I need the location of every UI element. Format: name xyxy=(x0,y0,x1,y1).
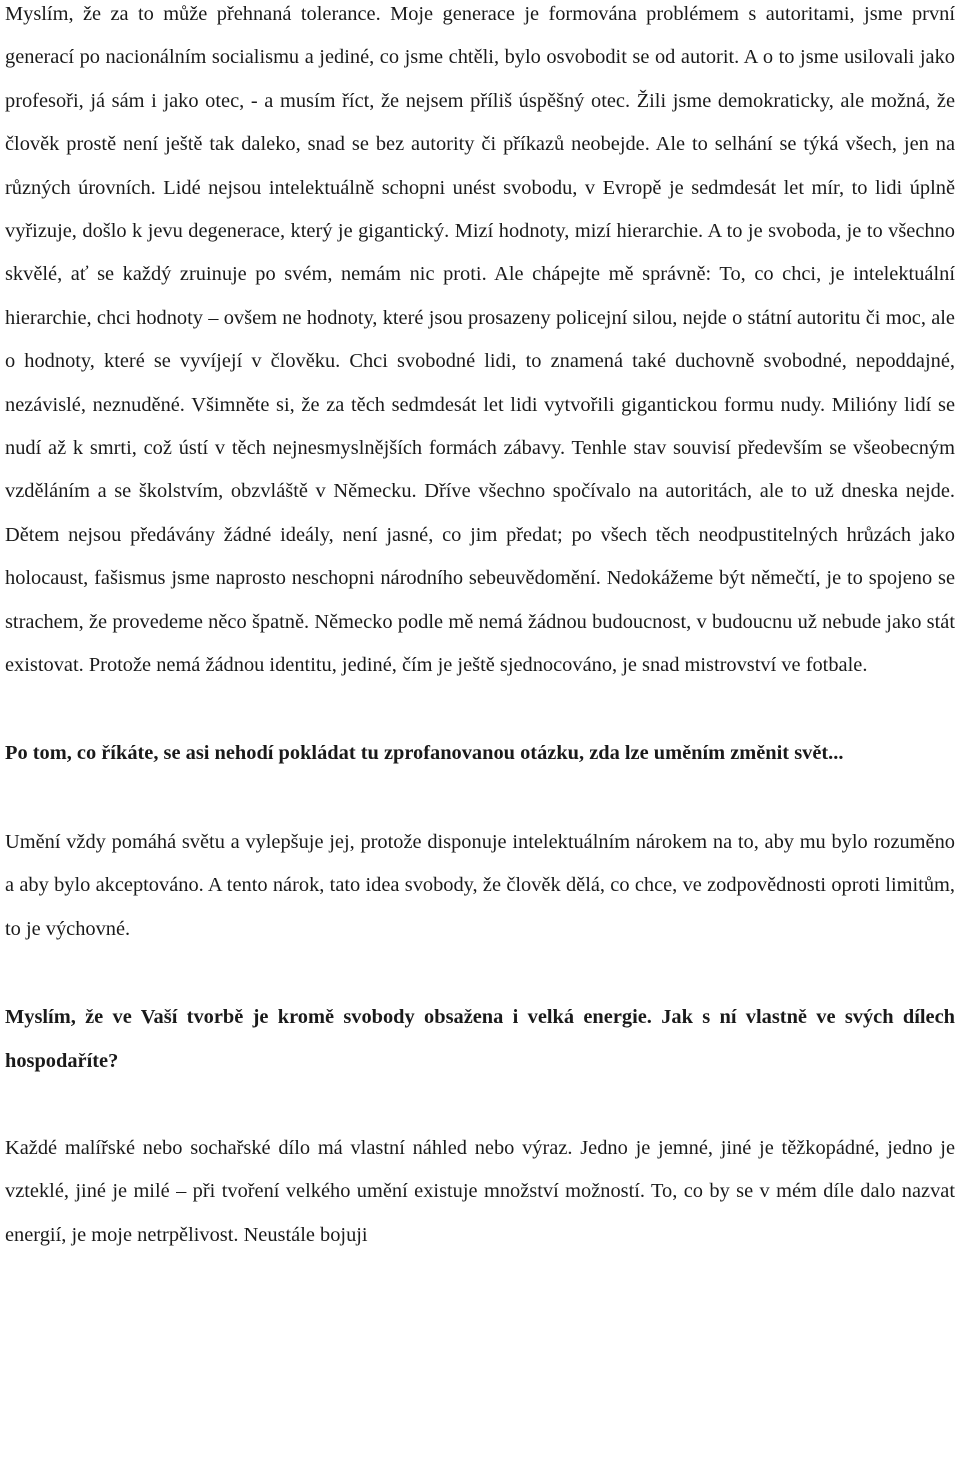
answer-paragraph: Umění vždy pomáhá světu a vylepšuje jej, protože disponuje intelektuálním nárokem na to, aby mu bylo rozuměno a aby bylo akceptováno. A tento nárok, tato idea svobody, že člověk dělá, co chce, ve zodpovědnosti oproti limitům, to je výchovné. xyxy=(5,830,955,940)
answer-paragraph: Každé malířské nebo sochařské dílo má vlastní náhled nebo výraz. Jedno je jemné, jiné je těžkopádné, jedno je vzteklé, jiné je milé – při tvoření velkého umění existuje množství možností. To, co by se v mém díle dalo nazvat energií, je moje netrpělivost. Neustále bojuji xyxy=(5,1136,955,1246)
document-page xyxy=(5,0,955,1257)
interview-question: Po tom, co říkáte, se asi nehodí pokládat tu zprofanovanou otázku, zda lze uměním změnit svět... xyxy=(5,741,844,764)
answer-paragraph: Myslím, že za to může přehnaná tolerance. Moje generace je formována problémem s autoritami, jsme první generací po nacionálním socialismu a jediné, co jsme chtěli, bylo osvobodit se od autorit. A o to jsme usilovali jako profesoři, já sám i jako otec, - a musím říct, že nejsem příliš úspěšný otec. Žili jsme demokraticky, ale možná, že člověk prostě není ještě tak daleko, snad se bez autority či příkazů neobejde. Ale to selhání se týká všech, jen na různých úrovních. Lidé nejsou intelektuálně schopni unést svobodu, v Evropě je sedmdesát let mír, to lidi úplně vyřizuje, došlo k jevu degenerace, který je gigantický. Mizí hodnoty, mizí hierarchie. A to je svoboda, je to všechno skvělé, ať se každý zruinuje po svém, nemám nic proti. Ale chápejte mě správně: To, co chci, je intelektuální hierarchie, chci hodnoty – ovšem ne hodnoty, které jsou prosazeny policejní silou, nejde o státní autoritu či moc, ale o hodnoty, které se vyvíjejí v člověku. Chci svobodné lidi, to znamená také duchovně svobodné, nepoddajné, nezávislé, neznuděné. Všimněte si, že za těch sedmdesát let lidi vytvořili gigantickou formu nudy. Milióny lidí se nudí až k smrti, což ústí v těch nejnesmyslnějších formách zábavy. Tenhle stav souvisí především se všeobecným vzděláním a se školstvím, obzvláště v Německu. Dříve všechno spočívalo na autoritách, ale to už dneska nejde. Dětem nejsou předávány žádné ideály, není jasné, co jim předat; po všech těch neodpustitelných hrůzách jako holocaust, fašismus jsme naprosto neschopni národního sebeuvědomění. Nedokážeme být němečtí, je to spojeno se strachem, že provedeme něco špatně. Německo podle mě nemá žádnou budoucnost, v budoucnu už nebude jako stát existovat. Protože nemá žádnou identitu, jediné, čím je ještě sjednocováno, je snad mistrovství ve fotbale. xyxy=(5,3,955,677)
interview-question: Myslím, že ve Vaší tvorbě je kromě svobody obsažena i velká energie. Jak s ní vlastně ve svých dílech hospodaříte? xyxy=(5,1006,955,1072)
